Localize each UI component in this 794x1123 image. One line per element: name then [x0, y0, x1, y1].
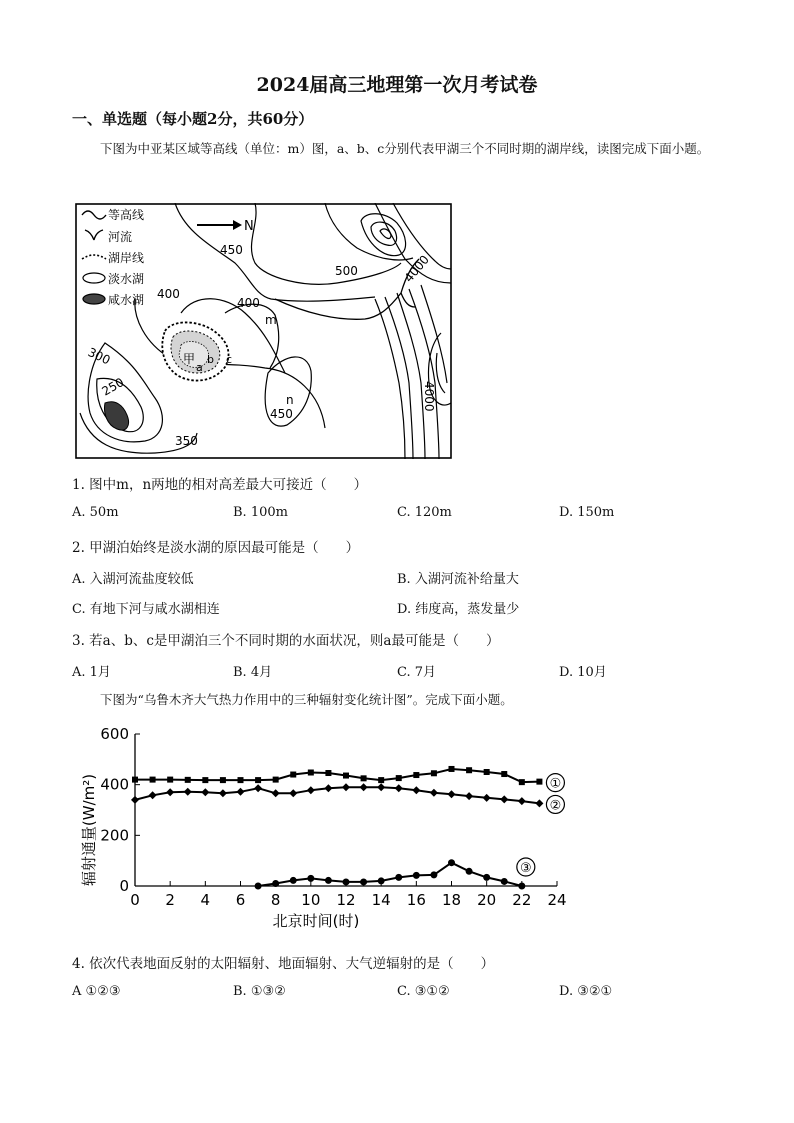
q1-option-a[interactable]: A. 50m: [72, 505, 119, 520]
series-2-point: [307, 786, 315, 794]
q3-option-c[interactable]: C. 7月: [397, 665, 437, 680]
intro-map: 下图为中亚某区域等高线（单位：m）图，a、b、c分别代表甲湖三个不同时期的湖岸线，读图完成下面小题。: [100, 141, 710, 156]
series-2-point: [184, 788, 192, 796]
x-tick-label: 6: [235, 891, 246, 909]
freshwater-legend-icon: [83, 273, 105, 283]
series-2-point: [518, 797, 526, 805]
series-1-point: [325, 770, 331, 776]
series-line-2: [135, 787, 539, 803]
contour-label: 350: [175, 434, 198, 448]
q1-option-d[interactable]: D. 150m: [559, 505, 615, 520]
lake-name: 甲: [183, 352, 196, 366]
x-tick-label: 20: [477, 891, 497, 909]
series-2-point: [131, 796, 139, 804]
series-3-point: [378, 877, 385, 884]
x-tick-label: 10: [301, 891, 321, 909]
y-tick-label: 0: [119, 877, 129, 895]
question-3-stem: 3. 若a、b、c是甲湖泊三个不同时期的水面状况，则a最可能是（ ）: [72, 633, 500, 649]
y-tick-label: 600: [100, 725, 129, 743]
x-tick-label: 0: [130, 891, 140, 909]
series-1-point: [431, 770, 437, 776]
series-2-point: [254, 784, 262, 792]
series-3-point: [307, 875, 314, 882]
series-2-point: [149, 791, 157, 799]
contour-label: 450: [270, 407, 293, 421]
contour-label: 4000: [422, 381, 436, 412]
series-1-point: [378, 777, 384, 783]
series-1-point: [536, 779, 542, 785]
saltlake-legend-icon: [83, 294, 105, 304]
series-label-1: ①: [549, 776, 562, 792]
legend-saltlake: 咸水湖: [108, 293, 145, 307]
q1-option-b[interactable]: B. 100m: [233, 505, 288, 520]
contour-map: [75, 203, 452, 459]
series-1-point: [396, 775, 402, 781]
q3-option-b[interactable]: B. 4月: [233, 665, 273, 680]
series-3-point: [360, 878, 367, 885]
q1-option-c[interactable]: C. 120m: [397, 505, 452, 520]
q4-option-c[interactable]: C. ③①②: [397, 984, 450, 999]
series-1-point: [132, 777, 138, 783]
q2-option-b[interactable]: B. 入湖河流补给量大: [397, 572, 519, 587]
series-label-2: ②: [549, 798, 562, 814]
series-1-point: [185, 777, 191, 783]
x-tick-label: 12: [336, 891, 356, 909]
point-m: m: [265, 313, 277, 327]
series-2-point: [500, 795, 508, 803]
series-3-point: [483, 874, 490, 881]
shoreline-a-label: a: [196, 361, 203, 374]
question-2-stem: 2. 甲湖泊始终是淡水湖的原因最可能是（ ）: [72, 540, 360, 556]
legend-river: 河流: [108, 230, 133, 244]
contour-label: 500: [335, 264, 358, 278]
x-tick-label: 24: [547, 891, 567, 909]
x-tick-label: 2: [165, 891, 175, 909]
q4-option-a[interactable]: A ①②③: [72, 984, 121, 999]
series-2-point: [483, 794, 491, 802]
q4-option-d[interactable]: D. ③②①: [559, 984, 613, 999]
series-label-3: ③: [520, 861, 532, 876]
series-2-point: [360, 783, 368, 791]
series-1-point: [361, 775, 367, 781]
series-3-point: [325, 877, 332, 884]
series-1-point: [220, 777, 226, 783]
page-title: 2024届高三地理第一次月考试卷: [256, 74, 538, 96]
series-2-point: [324, 784, 332, 792]
radiation-chart: [72, 718, 592, 940]
series-3-point: [255, 883, 262, 890]
series-line-1: [135, 769, 539, 782]
contour-label: 300: [85, 345, 113, 368]
series-2-point: [430, 789, 438, 797]
series-3-point: [395, 874, 402, 881]
shoreline-c-label: c: [226, 353, 233, 366]
series-3-point: [430, 871, 437, 878]
series-1-point: [255, 777, 261, 783]
legend-contour: 等高线: [108, 208, 145, 222]
series-1-point: [150, 777, 156, 783]
x-tick-label: 16: [406, 891, 426, 909]
x-tick-label: 18: [441, 891, 462, 909]
series-1-point: [519, 779, 525, 785]
y-tick-label: 200: [100, 826, 129, 845]
q3-option-a[interactable]: A. 1月: [72, 665, 111, 680]
x-tick-label: 4: [200, 891, 211, 909]
series-2-point: [535, 799, 543, 807]
y-axis-title: 辐射通量(W/m²): [80, 773, 98, 887]
x-tick-label: 8: [270, 891, 281, 909]
series-2-point: [272, 789, 280, 797]
point-n: n: [286, 393, 294, 407]
series-2-point: [465, 792, 473, 800]
series-3-point: [518, 883, 525, 890]
series-2-point: [289, 789, 297, 797]
series-2-point: [342, 783, 350, 791]
series-1-point: [308, 770, 314, 776]
series-2-point: [412, 786, 420, 794]
series-3-point: [343, 878, 350, 885]
series-3-point: [272, 880, 279, 887]
q2-option-c[interactable]: C. 有地下河与咸水湖相连: [72, 602, 220, 617]
question-4-stem: 4. 依次代表地面反射的太阳辐射、地面辐射、大气逆辐射的是（ ）: [72, 956, 495, 972]
series-1-point: [449, 766, 455, 772]
contour-label: 450: [220, 243, 243, 257]
contour-label: 400: [237, 296, 260, 310]
series-1-point: [202, 777, 208, 783]
question-1-stem: 1. 图中m，n两地的相对高差最大可接近（ ）: [72, 477, 368, 493]
series-1-point: [501, 771, 507, 777]
series-2-point: [448, 790, 456, 798]
shoreline-b-label: b: [207, 353, 214, 366]
series-3-point: [290, 877, 297, 884]
q2-option-d[interactable]: D. 纬度高，蒸发量少: [397, 602, 520, 617]
series-1-point: [167, 777, 173, 783]
legend-freshwater: 淡水湖: [108, 272, 145, 286]
series-1-point: [273, 777, 279, 783]
series-3-point: [413, 872, 420, 879]
x-tick-label: 22: [512, 891, 532, 909]
series-1-point: [238, 777, 244, 783]
section-heading: 一、单选题（每小题2分，共60分）: [72, 110, 314, 128]
series-3-point: [466, 868, 473, 875]
series-1-point: [466, 767, 472, 773]
series-2-point: [201, 788, 209, 796]
series-1-point: [290, 772, 296, 778]
north-label: N: [244, 219, 254, 234]
x-tick-label: 14: [371, 891, 391, 909]
series-1-point: [484, 769, 490, 775]
intro-chart: 下图为“乌鲁木齐大气热力作用中的三种辐射变化统计图”。完成下面小题。: [100, 692, 513, 707]
y-tick-label: 400: [100, 775, 129, 794]
q3-option-d[interactable]: D. 10月: [559, 665, 607, 680]
series-line-3: [258, 863, 522, 886]
series-2-point: [377, 783, 385, 791]
x-axis-title: 北京时间(时): [272, 912, 360, 930]
series-1-point: [413, 772, 419, 778]
series-2-point: [237, 788, 245, 796]
series-2-point: [219, 789, 227, 797]
contour-label: 400: [157, 287, 180, 301]
legend-shoreline: 湖岸线: [108, 251, 145, 265]
series-3-point: [448, 859, 455, 866]
series-2-point: [166, 788, 174, 796]
q4-option-b[interactable]: B. ①③②: [233, 984, 286, 999]
series-2-point: [395, 784, 403, 792]
series-3-point: [501, 878, 508, 885]
series-1-point: [343, 773, 349, 779]
contour-label: 250: [99, 375, 127, 399]
contour-label: 4000: [401, 252, 432, 285]
q2-option-a[interactable]: A. 入湖河流盐度较低: [72, 572, 194, 587]
